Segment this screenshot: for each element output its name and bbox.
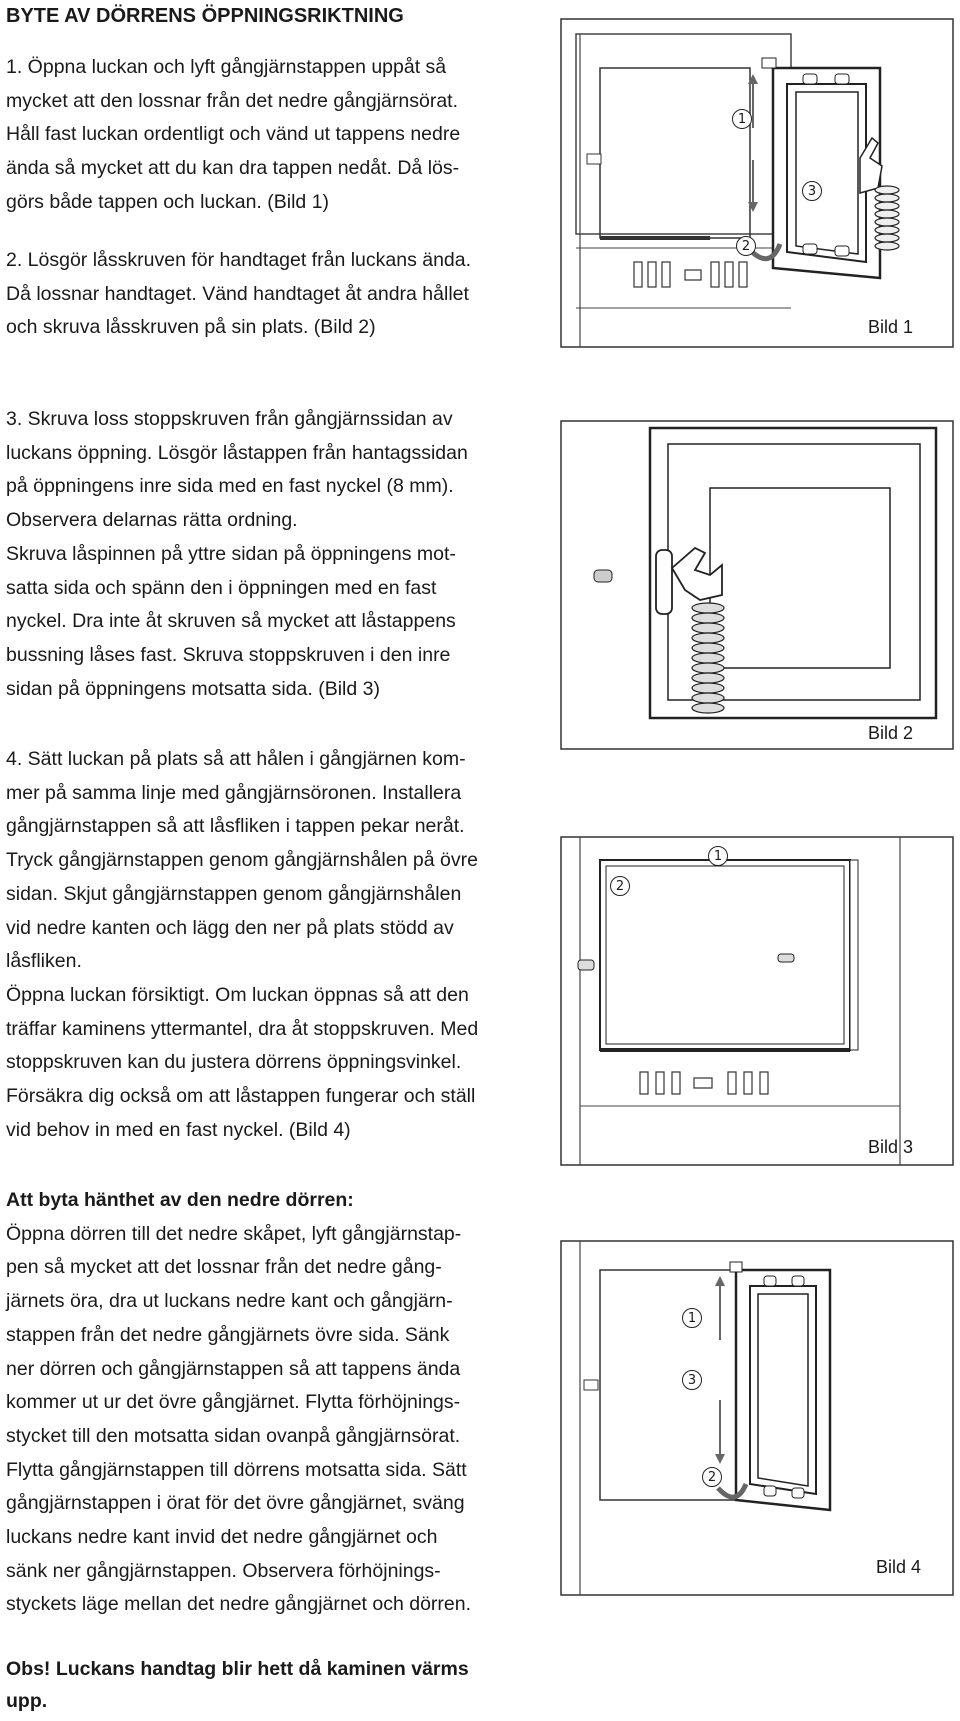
text-line: järnets öra, dra ut luckans nedre kant och gångjärn- (6, 1290, 453, 1313)
warning-note (6, 1653, 469, 1717)
text-line: pen så mycket att det lossnar från det nedre gång- (6, 1256, 442, 1279)
text-line: ner dörren och gångjärnstappen så att tappens ända (6, 1357, 461, 1380)
text-line: stycket till den motsatta sidan ovanpå gångjärnsörat. (6, 1424, 461, 1447)
text-line: 2. Lösgör låsskruven för handtaget från luckans ända. (6, 249, 472, 271)
text-line: styckets läge mellan det nedre gångjärnet och dörren. (6, 1593, 472, 1616)
figure-bild-1 (560, 18, 954, 348)
text-line: Öppna luckan försiktigt. Om luckan öppnas så att den (6, 983, 469, 1006)
handle-illustration (560, 420, 954, 750)
lower-door-illustration (560, 1240, 954, 1596)
text-line: 4. Sätt luckan på plats så att hålen i gångjärnen kom- (6, 748, 466, 770)
step-4-text (6, 743, 478, 1147)
text-line: på öppningens inre sida med en fast nyckel (8 mm). (6, 475, 454, 498)
step-2-text (6, 244, 471, 345)
text-line: nyckel. Dra inte åt skruven så mycket att låstappens (6, 610, 456, 633)
text-line: Öppna dörren till det nedre skåpet, lyft gångjärnstap- (6, 1222, 462, 1245)
figure-bild-2 (560, 420, 954, 750)
text-line: gångjärnstappen så att låsfliken i tappen pekar neråt. (6, 815, 465, 838)
door-open-illustration (560, 18, 954, 348)
page-title: BYTE AV DÖRRENS ÖPPNINGSRIKTNING (6, 5, 404, 27)
text-line: mer på samma linje med gångjärnsöronen. Installera (6, 781, 462, 804)
figure-caption: Bild 3 (868, 1137, 914, 1157)
text-line: Observera delarnas rätta ordning. (6, 509, 298, 532)
callout-label: 3 (682, 1370, 702, 1390)
text-line: gångjärnstappen i örat för det övre gångjärnet, sväng (6, 1492, 465, 1515)
step-3-text (6, 403, 468, 706)
callout-label: 3 (802, 181, 822, 201)
callout-label: 1 (732, 109, 752, 129)
text-line: mycket att den lossnar från det nedre gångjärnsörat. (6, 89, 459, 112)
callout-label: 2 (610, 876, 630, 896)
text-line: Försäkra dig också om att låstappen fungerar och ställ (6, 1085, 476, 1108)
text-line: 3. Skruva loss stoppskruven från gångjärnssidan av (6, 408, 453, 430)
callout-label: 1 (708, 846, 728, 866)
callout-label: 2 (702, 1467, 722, 1487)
text-line: 1. Öppna luckan och lyft gångjärnstappen uppåt så (6, 56, 447, 78)
text-line: sidan. Skjut gångjärnstappen genom gångjärnshålen (6, 882, 462, 905)
text-line: Flytta gångjärnstappen till dörrens motsatta sida. Sätt (6, 1458, 467, 1481)
text-line: luckans nedre kant invid det nedre gångjärnet och (6, 1526, 438, 1549)
text-line: sänk ner gångjärnstappen. Observera förhöjnings- (6, 1559, 441, 1582)
warning-line: upp. (6, 1690, 48, 1712)
text-line: träffar kaminens yttermantel, dra åt stoppskruven. Med (6, 1017, 479, 1040)
step-1-text (6, 51, 460, 220)
figure-bild-3 (560, 836, 954, 1166)
lower-door-section (6, 1184, 471, 1622)
text-line: vid nedre kanten och lägg den ner på plats stödd av (6, 916, 454, 939)
text-line: Håll fast luckan ordentligt och vänd ut tappens nedre (6, 123, 461, 146)
callout-label: 2 (736, 236, 756, 256)
text-line: och skruva låsskruven på sin plats. (Bild 2) (6, 316, 376, 339)
callout-label: 1 (682, 1308, 702, 1328)
text-line: stoppskruven kan du justera dörrens öppningsvinkel. (6, 1051, 462, 1074)
figure-caption: Bild 2 (868, 723, 914, 743)
text-line: Tryck gångjärnstappen genom gångjärnshålen på övre (6, 849, 478, 872)
text-line: ända så mycket att du kan dra tappen nedåt. Då lös- (6, 157, 460, 180)
text-line: görs både tappen och luckan. (Bild 1) (6, 190, 330, 213)
text-line: sidan på öppningens motsatta sida. (Bild 3) (6, 677, 380, 700)
warning-line: Obs! Luckans handtag blir hett då kaminen värms (6, 1658, 469, 1680)
text-line: kommer ut ur det övre gångjärnet. Flytta förhöjnings- (6, 1391, 461, 1414)
text-line: stappen från det nedre gångjärnets övre sida. Sänk (6, 1323, 450, 1346)
figure-caption: Bild 4 (876, 1557, 922, 1577)
text-line: låsfliken. (6, 950, 82, 973)
section-heading: Att byta hänthet av den nedre dörren: (6, 1189, 354, 1211)
text-line: Skruva låspinnen på yttre sidan på öppningens mot- (6, 542, 456, 565)
text-line: Då lossnar handtaget. Vänd handtaget åt andra hållet (6, 282, 469, 305)
figure-caption: Bild 1 (868, 317, 914, 337)
text-line: vid behov in med en fast nyckel. (Bild 4) (6, 1118, 351, 1141)
text-line: bussning låses fast. Skruva stoppskruven i den inre (6, 643, 451, 666)
text-line: luckans öppning. Lösgör låstappen från hantagssidan (6, 441, 468, 464)
figure-bild-4 (560, 1240, 954, 1596)
text-line: satta sida och spänn den i öppningen med en fast (6, 576, 437, 599)
